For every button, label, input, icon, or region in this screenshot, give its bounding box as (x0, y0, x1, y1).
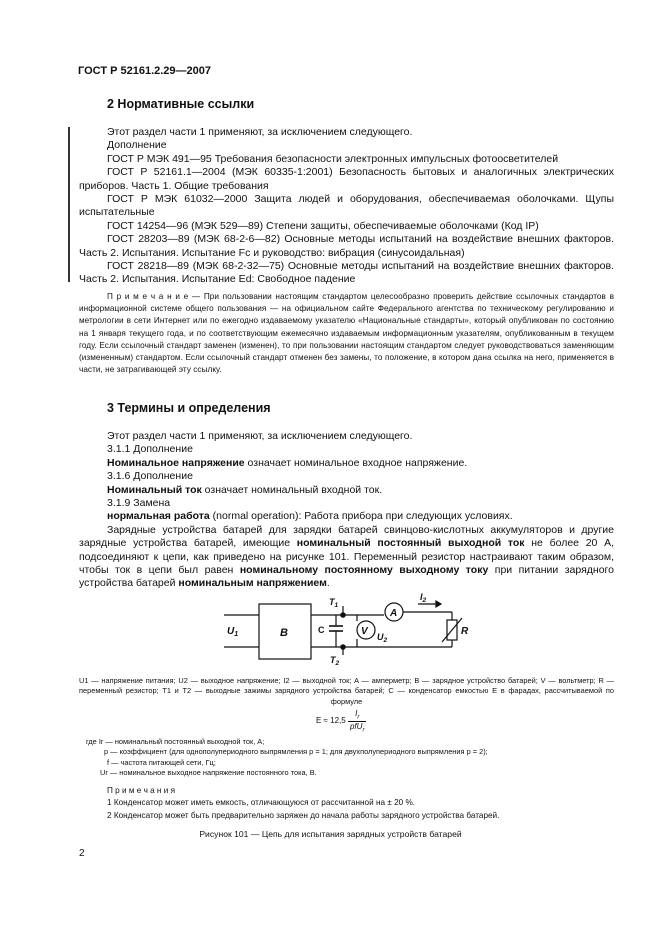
page-number: 2 (79, 848, 85, 859)
text-run: не более 20 А, подсоединяют к цепи, как приведено на рисунке 101. Переменный резистор настраивают таким образом, чтобы ток в цепи был равен (79, 537, 615, 577)
section-3-intro: Этот раздел части 1 применяют, за исключением следующего. (107, 430, 413, 442)
label-c: C (318, 625, 325, 635)
clause-3-1-6: 3.1.6 Дополнение (107, 470, 193, 483)
section-2-title: 2 Нормативные ссылки (107, 97, 255, 111)
formula-numerator: $I_r$ (348, 709, 366, 722)
formula-lhs: E ≈ 12,5 (316, 716, 346, 726)
label-i2: $I_2$ (420, 592, 427, 604)
section-2-addition: Дополнение (107, 139, 167, 152)
definition: (normal operation): Работа прибора при следующих условиях. (209, 510, 513, 523)
legend-text: U1 — напряжение питания; U2 — выходное напряжение; I2 — выходной ток; A — амперметр; B — зарядное устройство батарей; V — вольтметр; R — переменный резистор; T1 и T2 — выходные зажимы зарядного устройства батарей; C — конденсатор емкостью E в фарадах, рассчитываемой по формуле (79, 676, 614, 706)
label-t2: $T_2$ (330, 655, 340, 667)
ref-item: ГОСТ Р МЭК 491—95 Требования безопасности электронных импульсных фотоосветителей (107, 152, 559, 165)
document-header: ГОСТ Р 52161.2.29—2007 (78, 65, 212, 77)
term: нормальная работа (107, 510, 210, 523)
note-text: П р и м е ч а н и е — При пользовании настоящим стандартом целесообразно проверить действие ссылочных стандартов в информационной системе общего пользования — на официальном сайте Федерального агентства по техническому регулированию и метрологии в сети Интернет или по ежегодно издаваемому указателю «Национальные стандарты», который опубликован по состоянию на 1 января текущего года, и по соответствующим ежемесячно издаваемым информационным указателям, опубликованным в текущем году. Если ссылочный стандарт заменен (изменен), то при пользовании настоящим стандартом следует руководствоваться заменяющим (измененным) стандартом. Если ссылочный стандарт отменен без замены, то положение, в котором дана ссылка на него, применяется в части, не затрагивающей эту ссылку. (79, 292, 614, 375)
text-run: . (326, 577, 330, 590)
definition-line: f — частота питающей сети, Гц; (107, 757, 216, 767)
definition: означает номинальное входное напряжение. (244, 456, 468, 469)
figure-notes (107, 785, 607, 822)
term: Номинальный ток (107, 483, 202, 496)
figure-caption: Рисунок 101 — Цепь для испытания зарядных устройств батарей (199, 829, 462, 839)
current-arrowhead (436, 601, 441, 607)
section-3-title: 3 Термины и определения (107, 401, 271, 415)
clause-3-1-1: 3.1.1 Дополнение (107, 443, 193, 456)
resistor-arrow (442, 618, 462, 642)
definition-line: Ur — номинальное выходное напряжение постоянного тока, В. (100, 768, 317, 778)
label-u2: $U_2$ (377, 632, 388, 644)
text-run: Зарядные устройства батарей для зарядки батарей свинцово-кислотных аккумуляторов и другие зарядные устройства батарей, имеющие (79, 523, 614, 550)
term: номинальным напряжением (178, 577, 327, 590)
text-run: при питании зарядного устройства батарей (79, 564, 614, 590)
ref-item: ГОСТ Р МЭК 61032—2000 Защита людей и оборудования, обеспечиваемая оболочками. Щупы испытательные (79, 193, 614, 219)
term: номинальный постоянный выходной ток (296, 537, 525, 550)
note-item: 2 Конденсатор может быть предварительно заряжен до начала работы зарядного устройства батарей. (107, 810, 500, 820)
definition-line: p — коэффициент (для однополупериодного выпрямления p = 1; для двухполупериодного выпрямления p = 2); (104, 747, 488, 757)
formula-fraction (348, 709, 366, 733)
label-v: V (361, 626, 368, 637)
label-b: B (280, 627, 288, 639)
formula (316, 709, 366, 733)
ref-item: ГОСТ Р 52161.1—2004 (МЭК 60335-1:2001) Безопасность бытовых и аналогичных электрических приборов. Часть 1. Общие требования (79, 166, 614, 192)
label-u1: $U_1$ (227, 626, 239, 638)
clause-3-1-9: 3.1.9 Замена (107, 497, 171, 510)
label-r: R (461, 626, 469, 637)
note-item: 1 Конденсатор может иметь емкость, отличающуюся от рассчитанной на ± 20 %. (107, 798, 416, 808)
definition-line: где Ir — номинальный постоянный выходной ток, А; (86, 737, 265, 746)
label-t1: $T_1$ (329, 597, 339, 609)
label-a: A (390, 608, 398, 619)
ref-item: ГОСТ 28203—89 (МЭК 68-2-6—82) Основные методы испытаний на воздействие внешних факторов. Часть 2. Испытания. Испытание Fc и руководство: вибрация (синусоидальная) (79, 233, 614, 259)
formula-denominator: pfU$_r$ (349, 721, 365, 734)
variable-definitions (86, 737, 488, 779)
figure-legend (79, 676, 614, 707)
term: Номинальное напряжение (107, 456, 245, 469)
notes-title: П р и м е ч а н и я (107, 786, 176, 795)
term: номинальному постоянному выходному току (239, 564, 489, 577)
definition: означает номинальный входной ток. (201, 483, 383, 496)
ref-item: ГОСТ 28218—89 (МЭК 68-2-32—75) Основные методы испытаний на воздействие внешних факторов. Часть 2. Испытания. Испытание Ed: Свободное падение (79, 260, 614, 286)
ref-item: ГОСТ 14254—96 (МЭК 529—89) Степени защиты, обеспечиваемые оболочками (Код IP) (107, 219, 539, 232)
section-2-intro: Этот раздел части 1 применяют, за исключением следующего. (107, 126, 413, 138)
